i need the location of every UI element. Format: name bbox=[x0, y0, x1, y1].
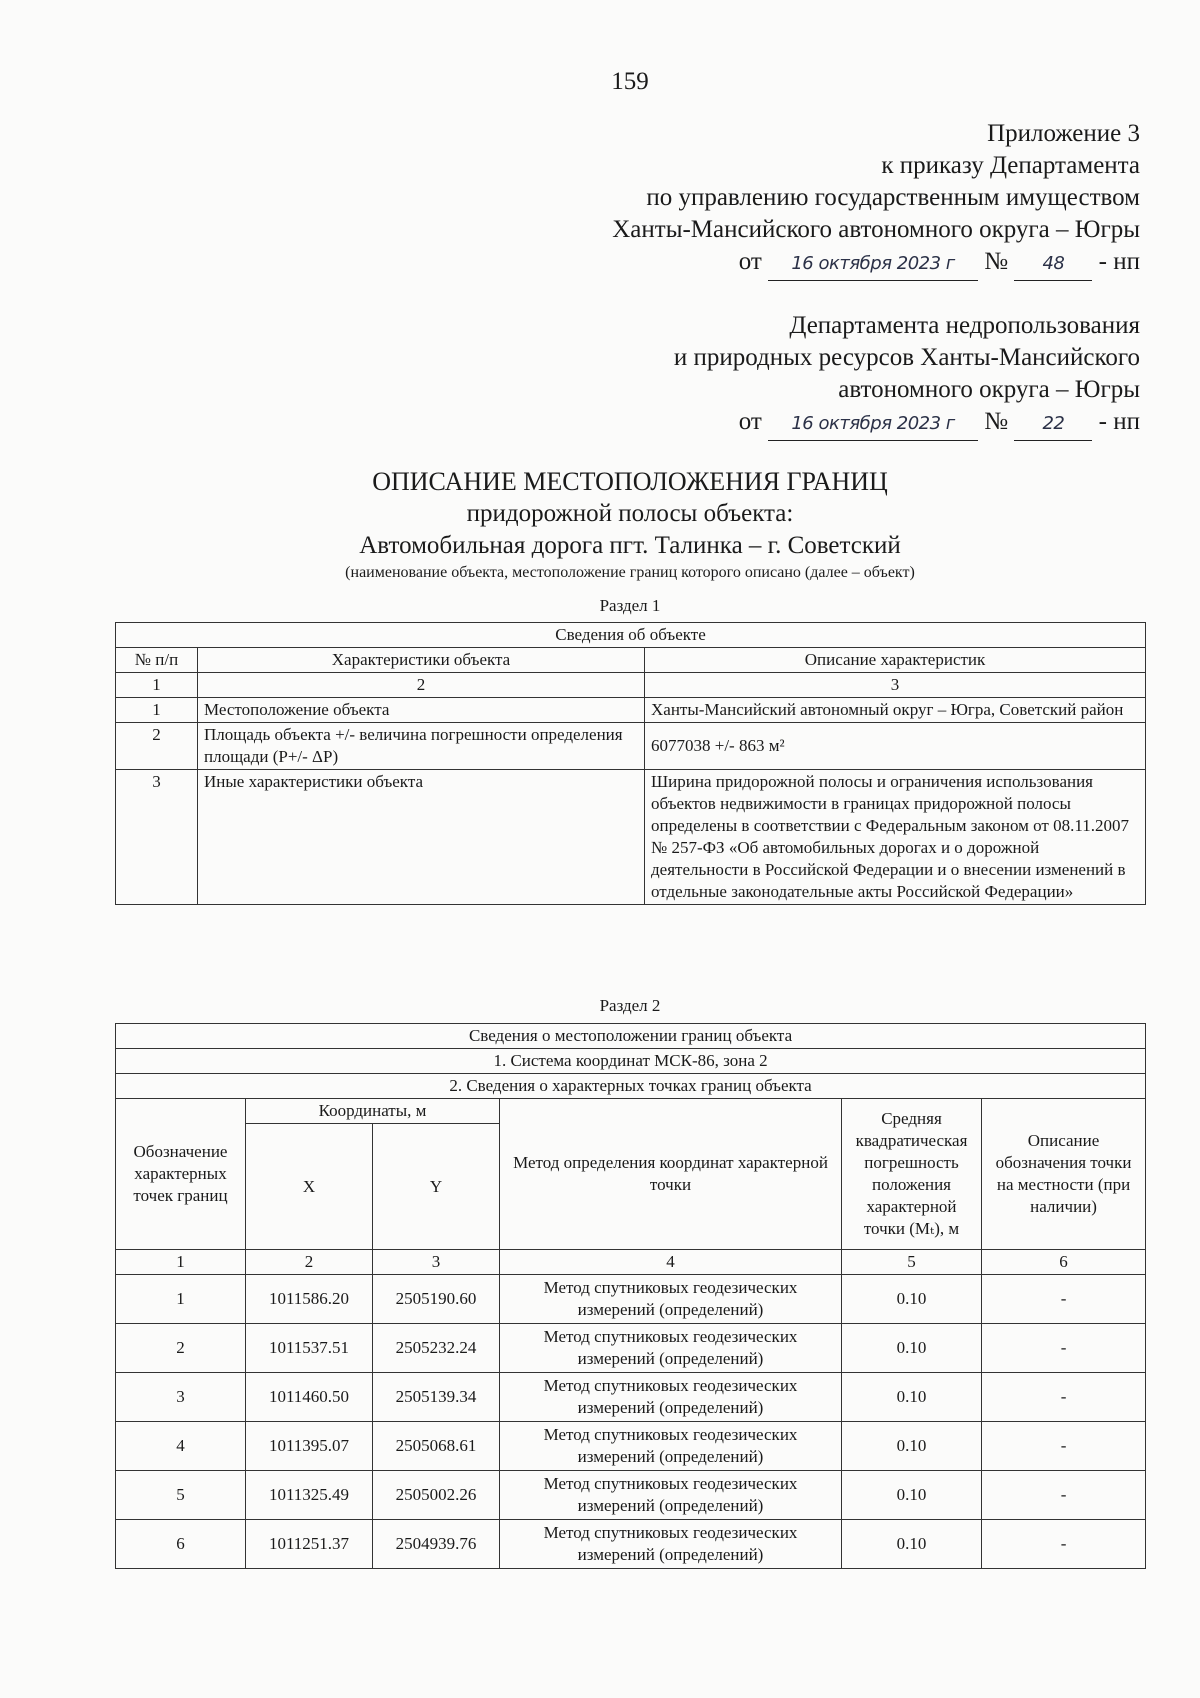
coord-y: 2504939.76 bbox=[373, 1520, 500, 1569]
date-prefix: от bbox=[738, 248, 762, 275]
point-id: 3 bbox=[116, 1373, 246, 1422]
point-id: 6 bbox=[116, 1520, 246, 1569]
number-suffix: - нп bbox=[1098, 248, 1140, 275]
date-prefix: от bbox=[738, 408, 762, 435]
coord-x: 1011537.51 bbox=[246, 1324, 373, 1373]
column-number: 3 bbox=[373, 1250, 500, 1275]
object-name: Автомобильная дорога пгт. Талинка – г. Советский bbox=[359, 532, 901, 559]
column-number: 2 bbox=[246, 1250, 373, 1275]
column-header: Описание характеристик bbox=[645, 648, 1146, 673]
coord-y: 2505139.34 bbox=[373, 1373, 500, 1422]
method: Метод спутниковых геодезических измерений (определений) bbox=[500, 1422, 842, 1471]
table-title: Сведения об объекте bbox=[116, 623, 1146, 648]
column-header: Средняя квадратическая погрешность положения характерной точки (Mₜ), м bbox=[842, 1099, 982, 1250]
dept-line: и природных ресурсов Ханты-Мансийского bbox=[673, 344, 1140, 371]
table-row bbox=[116, 1373, 1146, 1422]
method: Метод спутниковых геодезических измерений (определений) bbox=[500, 1471, 842, 1520]
method: Метод спутниковых геодезических измерений (определений) bbox=[500, 1275, 842, 1324]
error-value: 0.10 bbox=[842, 1275, 982, 1324]
error-value: 0.10 bbox=[842, 1422, 982, 1471]
dept-line: Департамента недропользования bbox=[789, 312, 1140, 339]
table-row bbox=[116, 1324, 1146, 1373]
characteristic-description: Ханты-Мансийский автономный округ – Югра, Советский район bbox=[645, 698, 1146, 723]
table-row bbox=[116, 1471, 1146, 1520]
dept-line: автономного округа – Югры bbox=[838, 376, 1140, 403]
column-number: 4 bbox=[500, 1250, 842, 1275]
coord-y: 2505002.26 bbox=[373, 1471, 500, 1520]
table-subtitle: 2. Сведения о характерных точках границ объекта bbox=[116, 1074, 1146, 1099]
point-description: - bbox=[982, 1520, 1146, 1569]
coordinate-system: 1. Система координат МСК-86, зона 2 bbox=[116, 1049, 1146, 1074]
characteristic-description: 6077038 +/- 863 м² bbox=[645, 723, 1146, 770]
title-line: придорожной полосы объекта: bbox=[466, 500, 794, 527]
dept-date-line bbox=[440, 406, 1140, 441]
appendix-line: по управлению государственным имуществом bbox=[646, 184, 1140, 211]
method: Метод спутниковых геодезических измерений (определений) bbox=[500, 1324, 842, 1373]
table-row bbox=[116, 770, 1146, 905]
appendix-line: Ханты-Мансийского автономного округа – Югры bbox=[612, 216, 1140, 243]
column-header: Описание обозначения точки на местности (при наличии) bbox=[982, 1099, 1146, 1250]
coord-x: 1011395.07 bbox=[246, 1422, 373, 1471]
column-header-y: Y bbox=[373, 1124, 500, 1250]
coord-x: 1011251.37 bbox=[246, 1520, 373, 1569]
table-row bbox=[116, 1275, 1146, 1324]
column-header-x: X bbox=[246, 1124, 373, 1250]
title-note: (наименование объекта, местоположение границ которого описано (далее – объект) bbox=[345, 564, 915, 581]
characteristic: Площадь объекта +/- величина погрешности определения площади (Р+/- ΔР) bbox=[198, 723, 645, 770]
row-number: 2 bbox=[116, 723, 198, 770]
page-number: 159 bbox=[611, 68, 649, 95]
coord-y: 2505232.24 bbox=[373, 1324, 500, 1373]
coord-y: 2505190.60 bbox=[373, 1275, 500, 1324]
point-id: 5 bbox=[116, 1471, 246, 1520]
row-number: 1 bbox=[116, 698, 198, 723]
point-description: - bbox=[982, 1422, 1146, 1471]
appendix-date-line bbox=[440, 246, 1140, 281]
characteristic: Местоположение объекта bbox=[198, 698, 645, 723]
point-description: - bbox=[982, 1471, 1146, 1520]
handwritten-date: 16 октября 2023 г bbox=[768, 246, 978, 281]
coord-x: 1011460.50 bbox=[246, 1373, 373, 1422]
method: Метод спутниковых геодезических измерений (определений) bbox=[500, 1373, 842, 1422]
title-line: ОПИСАНИЕ МЕСТОПОЛОЖЕНИЯ ГРАНИЦ bbox=[372, 467, 888, 496]
characteristic: Иные характеристики объекта bbox=[198, 770, 645, 905]
appendix-header bbox=[440, 118, 1140, 281]
table-row bbox=[116, 698, 1146, 723]
section-1-label: Раздел 1 bbox=[599, 596, 661, 615]
handwritten-date: 16 октября 2023 г bbox=[768, 406, 978, 441]
point-description: - bbox=[982, 1373, 1146, 1422]
document-title bbox=[0, 466, 1200, 584]
handwritten-number: 48 bbox=[1014, 246, 1092, 281]
coord-y: 2505068.61 bbox=[373, 1422, 500, 1471]
table-title: Сведения о местоположении границ объекта bbox=[116, 1024, 1146, 1049]
coord-x: 1011586.20 bbox=[246, 1275, 373, 1324]
error-value: 0.10 bbox=[842, 1324, 982, 1373]
error-value: 0.10 bbox=[842, 1520, 982, 1569]
appendix-line: к приказу Департамента bbox=[881, 152, 1140, 179]
object-info-table bbox=[115, 622, 1146, 905]
number-prefix: № bbox=[984, 408, 1009, 435]
characteristic-description: Ширина придорожной полосы и ограничения использования объектов недвижимости в границах придорожной полосы определены в соответствии с Федеральным законом от 08.11.2007 № 257-ФЗ «Об автомобильных дорогах и о дорожной деятельности в Российской Федерации и о внесении изменений в отдельные законодательные акты Российской Федерации» bbox=[645, 770, 1146, 905]
column-header: Метод определения координат характерной точки bbox=[500, 1099, 842, 1250]
column-number: 5 bbox=[842, 1250, 982, 1275]
row-number: 3 bbox=[116, 770, 198, 905]
point-id: 4 bbox=[116, 1422, 246, 1471]
coord-x: 1011325.49 bbox=[246, 1471, 373, 1520]
column-header: Обозначение характерных точек границ bbox=[116, 1099, 246, 1250]
point-description: - bbox=[982, 1275, 1146, 1324]
dept-header bbox=[440, 310, 1140, 441]
column-number: 1 bbox=[116, 1250, 246, 1275]
point-id: 1 bbox=[116, 1275, 246, 1324]
table-row bbox=[116, 1520, 1146, 1569]
handwritten-number: 22 bbox=[1014, 406, 1092, 441]
column-header: № п/п bbox=[116, 648, 198, 673]
column-header: Характеристики объекта bbox=[198, 648, 645, 673]
error-value: 0.10 bbox=[842, 1471, 982, 1520]
error-value: 0.10 bbox=[842, 1373, 982, 1422]
column-number: 1 bbox=[116, 673, 198, 698]
appendix-line: Приложение 3 bbox=[987, 120, 1140, 147]
column-header: Координаты, м bbox=[246, 1099, 500, 1124]
boundary-points-table bbox=[115, 1023, 1146, 1569]
column-number: 6 bbox=[982, 1250, 1146, 1275]
point-description: - bbox=[982, 1324, 1146, 1373]
column-number: 2 bbox=[198, 673, 645, 698]
table-row bbox=[116, 723, 1146, 770]
number-prefix: № bbox=[984, 248, 1009, 275]
section-2-label: Раздел 2 bbox=[599, 996, 661, 1015]
table-row bbox=[116, 1422, 1146, 1471]
point-id: 2 bbox=[116, 1324, 246, 1373]
number-suffix: - нп bbox=[1098, 408, 1140, 435]
column-number: 3 bbox=[645, 673, 1146, 698]
method: Метод спутниковых геодезических измерений (определений) bbox=[500, 1520, 842, 1569]
